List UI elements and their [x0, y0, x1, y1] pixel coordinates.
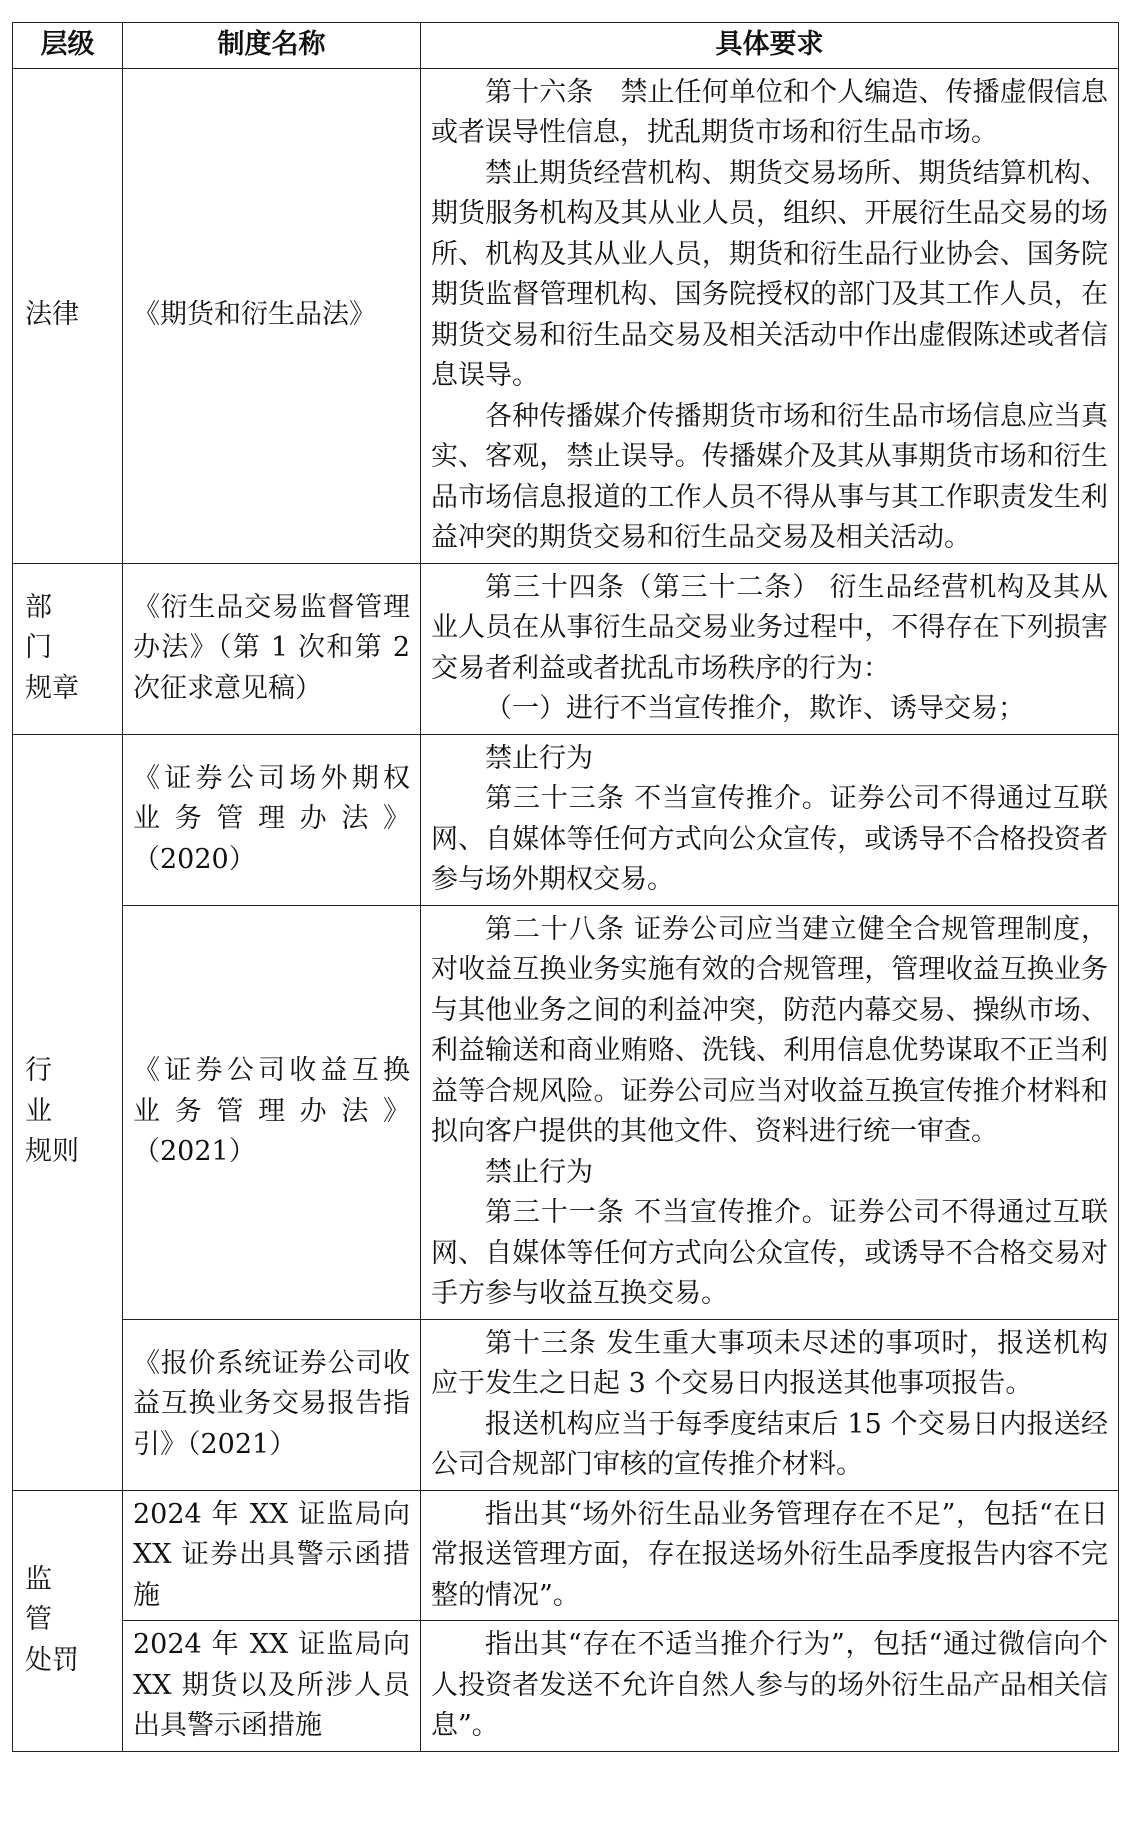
- header-level: 层级: [13, 23, 123, 69]
- header-requirement: 具体要求: [421, 23, 1119, 69]
- regulation-table-document: [12, 22, 1118, 1752]
- requirement-paragraph: 禁止行为: [485, 1156, 593, 1188]
- table-row-industry-3: [13, 1319, 1119, 1490]
- requirement-cell: [421, 1621, 1119, 1752]
- requirement-paragraph: 第十三条 发生重大事项未尽述的事项时，报送机构应于发生之日起 3 个交易日内报送其他事项报告。: [431, 1327, 1108, 1399]
- level-cell: 监 管 处罚: [13, 1490, 123, 1751]
- name-cell: 2024 年 XX 证监局向 XX 期货以及所涉人员出具警示函措施: [123, 1621, 421, 1752]
- table-row-penalty-1: [13, 1490, 1119, 1621]
- table-row-dept: [13, 563, 1119, 734]
- level-cell: 部 门 规章: [13, 563, 123, 734]
- table-row-industry-1: [13, 734, 1119, 905]
- requirement-paragraph: 指出其“存在不适当推介行为”，包括“通过微信向个人投资者发送不允许自然人参与的场外衍生品产品相关信息”。: [431, 1629, 1108, 1741]
- level-cell: 法律: [13, 68, 123, 563]
- level-cell: 行 业 规则: [13, 734, 123, 1490]
- requirement-cell: [421, 1490, 1119, 1621]
- table-row-law: [13, 68, 1119, 563]
- requirement-paragraph: 第十六条 禁止任何单位和个人编造、传播虚假信息或者误导性信息，扰乱期货市场和衍生品市场。: [431, 76, 1108, 148]
- header-name: 制度名称: [123, 23, 421, 69]
- name-cell: 2024 年 XX 证监局向 XX 证券出具警示函措施: [123, 1490, 421, 1621]
- table-row-industry-2: [13, 905, 1119, 1319]
- table-header-row: [13, 23, 1119, 69]
- requirement-cell: [421, 563, 1119, 734]
- name-cell: 《衍生品交易监督管理办法》（第 1 次和第 2 次征求意见稿）: [123, 563, 421, 734]
- name-cell: 《期货和衍生品法》: [123, 68, 421, 563]
- requirement-cell: [421, 1319, 1119, 1490]
- name-cell: 《证券公司收益互换 业务管理办法》 （2021）: [123, 905, 421, 1319]
- name-cell: 《报价系统证券公司收益互换业务交易报告指引》（2021）: [123, 1319, 421, 1490]
- requirement-cell: [421, 734, 1119, 905]
- requirement-paragraph: 第二十八条 证券公司应当建立健全合规管理制度，对收益互换业务实施有效的合规管理，管理收益互换业务与其他业务之间的利益冲突，防范内幕交易、操纵市场、利益输送和商业贿赂、洗钱、利用信息优势谋取不正当利益等合规风险。证券公司应当对收益互换宣传推介材料和拟向客户提供的其他文件、资料进行统一审查。: [431, 913, 1108, 1147]
- requirement-paragraph: 禁止期货经营机构、期货交易场所、期货结算机构、期货服务机构及其从业人员，组织、开展衍生品交易的场所、机构及其从业人员，期货和衍生品行业协会、国务院期货监督管理机构、国务院授权的部门及其工作人员，在期货交易和衍生品交易及相关活动中作出虚假陈述或者信息误导。: [431, 157, 1108, 391]
- regulation-table: [12, 22, 1119, 1752]
- table-row-penalty-2: [13, 1621, 1119, 1752]
- requirement-paragraph: 禁止行为: [485, 742, 593, 774]
- requirement-cell: [421, 905, 1119, 1319]
- requirement-paragraph: 第三十一条 不当宣传推介。证券公司不得通过互联网、自媒体等任何方式向公众宣传，或诱导不合格交易对手方参与收益互换交易。: [431, 1197, 1108, 1309]
- requirement-paragraph: 指出其“场外衍生品业务管理存在不足”，包括“在日常报送管理方面，存在报送场外衍生品季度报告内容不完整的情况”。: [431, 1498, 1108, 1611]
- requirement-paragraph: （一）进行不当宣传推介，欺诈、诱导交易；: [485, 693, 1025, 724]
- requirement-paragraph: 各种传播媒介传播期货市场和衍生品市场信息应当真实、客观，禁止误导。传播媒介及其从事期货市场和衍生品市场信息报道的工作人员不得从事与其工作职责发生利益冲突的期货交易和衍生品交易及相关活动。: [431, 400, 1108, 553]
- requirement-paragraph: 报送机构应当于每季度结束后 15 个交易日内报送经公司合规部门审核的宣传推介材料。: [431, 1408, 1108, 1480]
- requirement-cell: [421, 68, 1119, 563]
- name-cell: 《证券公司场外期权 业务管理办法》 （2020）: [123, 734, 421, 905]
- requirement-paragraph: 第三十四条（第三十二条） 衍生品经营机构及其从业人员在从事衍生品交易业务过程中，不得存在下列损害交易者利益或者扰乱市场秩序的行为：: [431, 571, 1108, 684]
- requirement-paragraph: 第三十三条 不当宣传推介。证券公司不得通过互联网、自媒体等任何方式向公众宣传，或诱导不合格投资者参与场外期权交易。: [431, 783, 1108, 895]
